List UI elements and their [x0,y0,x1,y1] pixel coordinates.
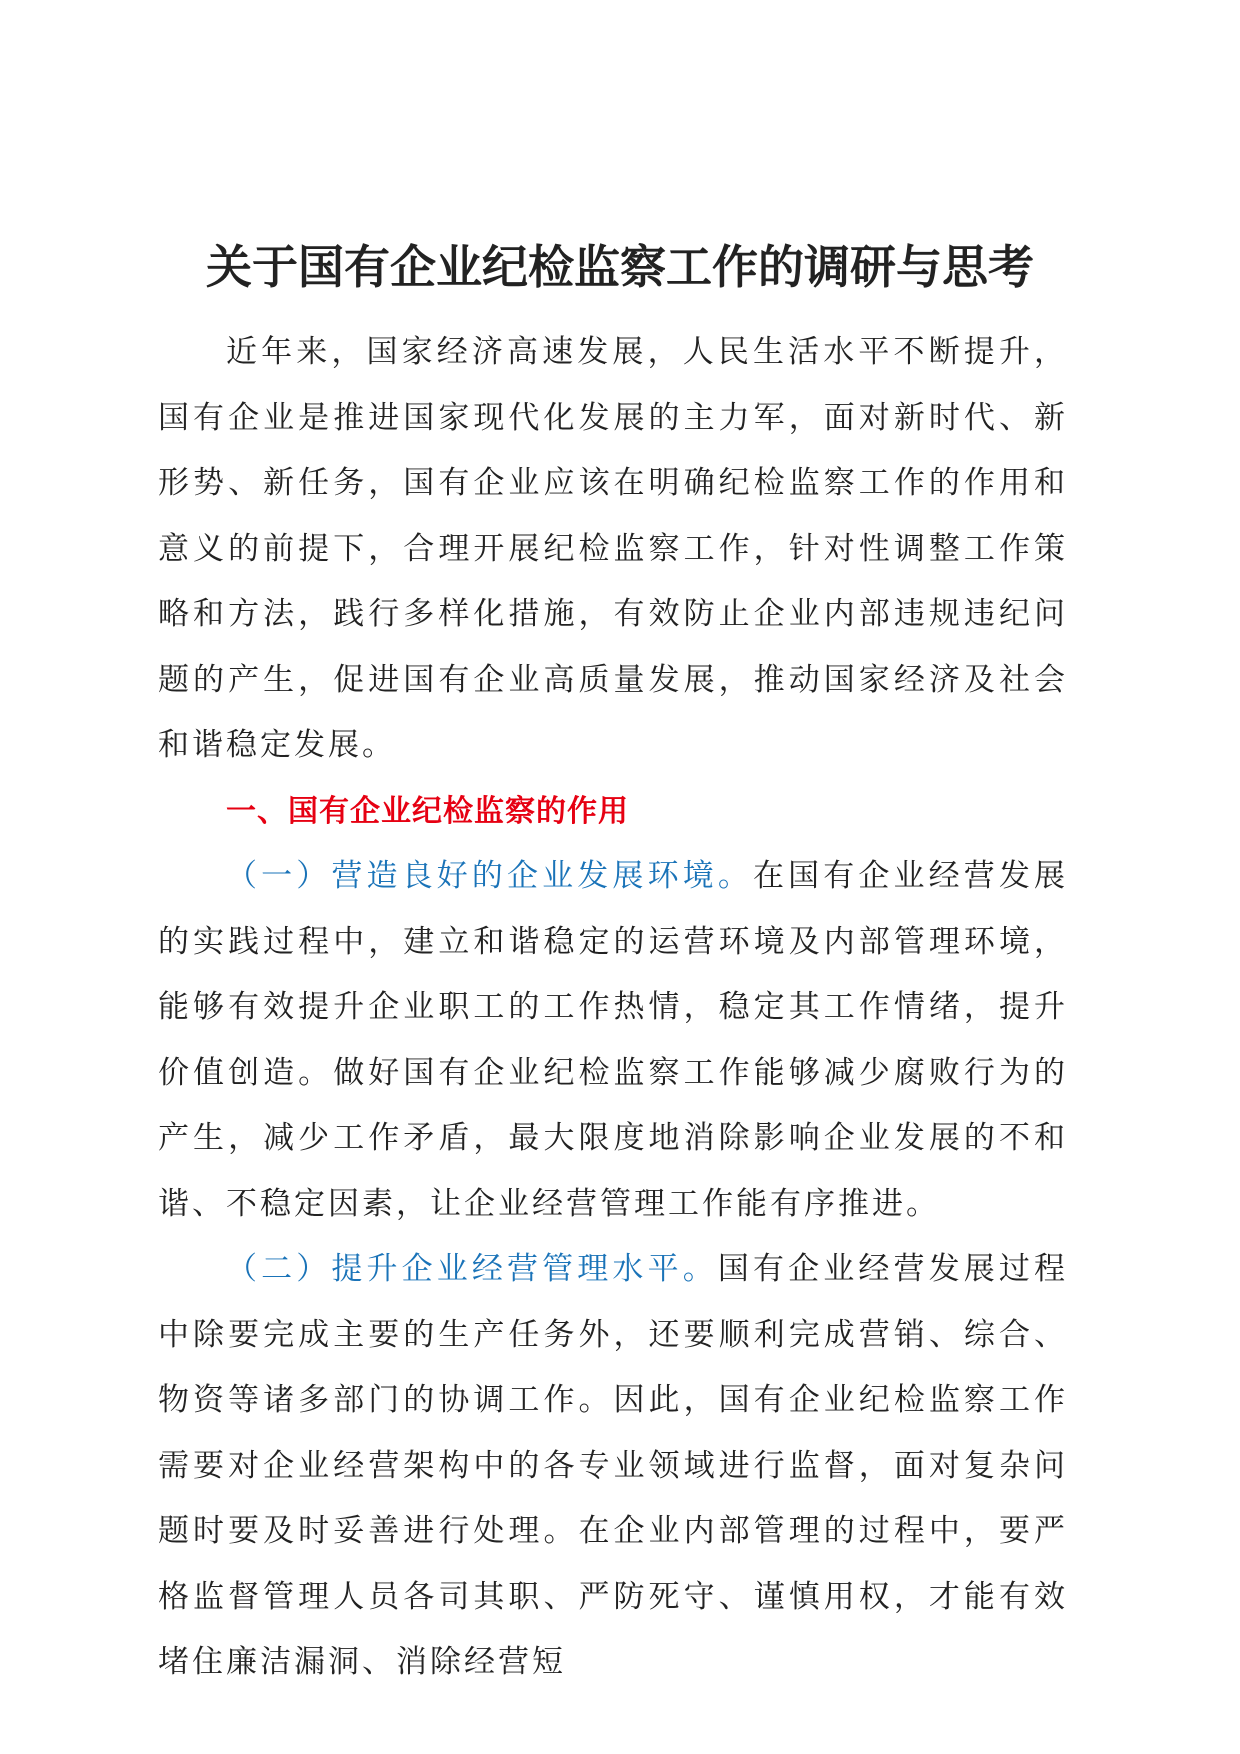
subsection-1-paragraph [158,844,1068,1237]
document-title: 关于国有企业纪检监察工作的调研与思考 [206,239,1034,294]
section-heading-roles: 一、国有企业纪检监察的作用 [226,793,629,829]
subsection-2-title: （二）提升企业经营管理水平。 [226,1251,718,1287]
subsection-2-paragraph [158,1237,1068,1696]
document-body [158,320,1068,1696]
subsection-1-text: 在国有企业经营发展的实践过程中，建立和谐稳定的运营环境及内部管理环境，能够有效提升企业职工的工作热情，稳定其工作情绪，提升价值创造。做好国有企业纪检监察工作能够减少腐败行为的产生，减少工作矛盾，最大限度地消除影响企业发展的不和谐、不稳定因素，让企业经营管理工作能有序推进。 [158,858,1069,1222]
intro-paragraph: 近年来，国家经济高速发展，人民生活水平不断提升，国有企业是推进国家现代化发展的主力军，面对新时代、新形势、新任务，国有企业应该在明确纪检监察工作的作用和意义的前提下，合理开展纪检监察工作，针对性调整工作策略和方法，践行多样化措施，有效防止企业内部违规违纪问题的产生，促进国有企业高质量发展，推动国家经济及社会和谐稳定发展。 [158,334,1068,763]
subsection-1-title: （一）营造良好的企业发展环境。 [226,858,753,894]
subsection-2-text: 国有企业经营发展过程中除要完成主要的生产任务外，还要顺利完成营销、综合、物资等诸多部门的协调工作。因此，国有企业纪检监察工作需要对企业经营架构中的各专业领域进行监督，面对复杂问题时要及时妥善进行处理。在企业内部管理的过程中，要严格监督管理人员各司其职、严防死守、谨慎用权，才能有效堵住廉洁漏洞、消除经营短 [158,1251,1069,1680]
